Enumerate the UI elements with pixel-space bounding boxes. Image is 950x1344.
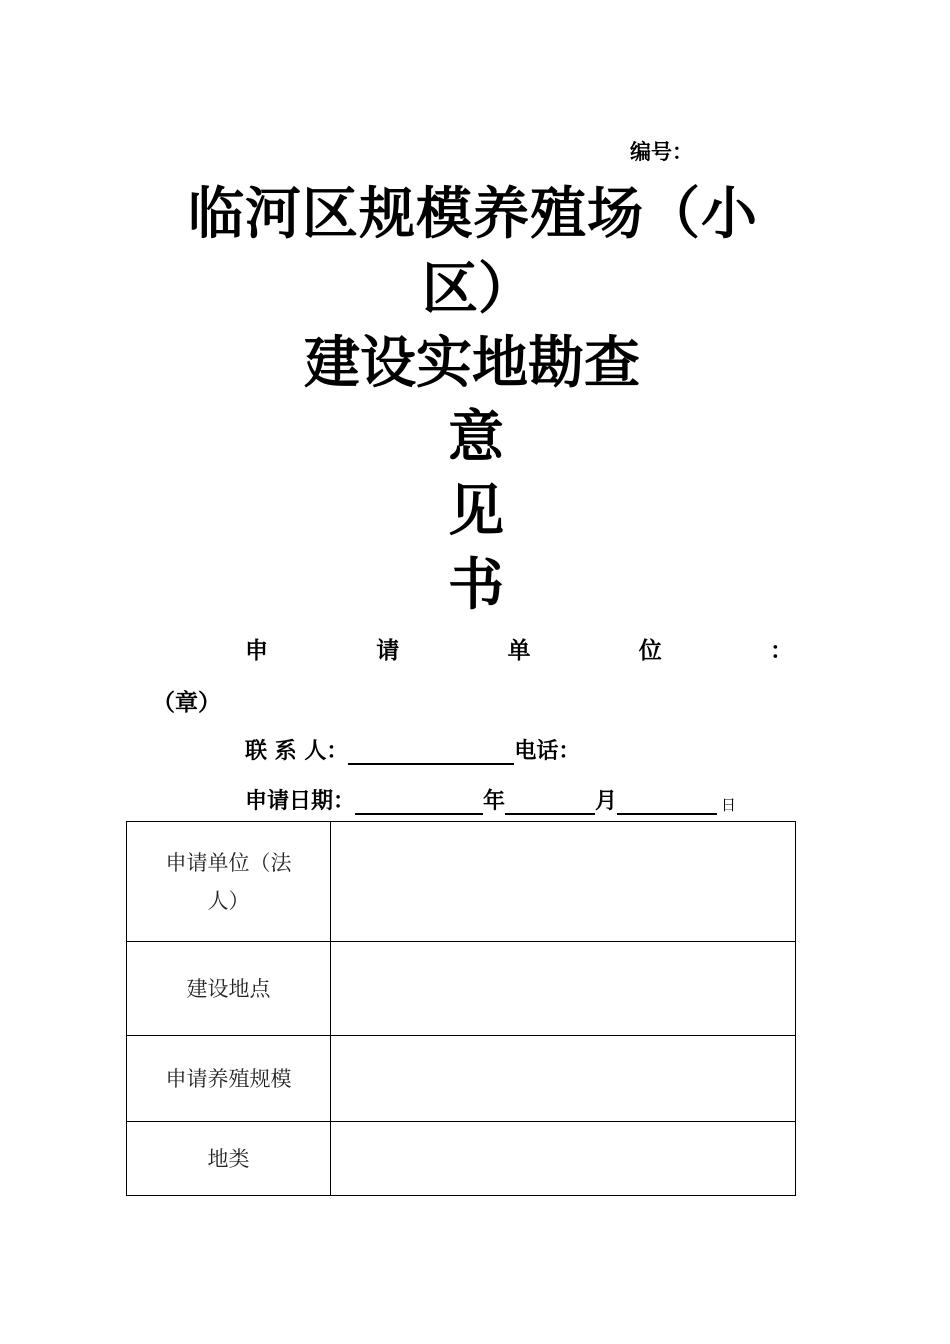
stamp-label: （章） — [152, 690, 221, 716]
applicant-char: 位 — [638, 638, 662, 664]
applicant-char: 申 — [245, 638, 268, 664]
day-label: 日 — [721, 796, 737, 814]
contact-row — [245, 734, 580, 765]
applicant-legal-label: 申请单位（法人） — [165, 850, 292, 913]
applicant-char: 单 — [507, 638, 531, 664]
breeding-scale-value[interactable] — [331, 1036, 796, 1122]
title-line-5: 见 — [448, 479, 504, 544]
phone-label: 电话： — [514, 739, 581, 764]
month-blank[interactable] — [505, 787, 595, 815]
table-row — [127, 822, 796, 942]
serial-number-label: 编号： — [630, 140, 693, 164]
month-label: 月 — [595, 789, 618, 814]
table-row — [127, 1122, 796, 1196]
applicant-colon: ： — [770, 638, 793, 664]
day-blank[interactable] — [617, 787, 717, 815]
contact-blank[interactable] — [348, 737, 514, 765]
land-type-label: 地类 — [127, 1122, 331, 1196]
title-line-3: 建设实地勘查 — [304, 331, 640, 396]
applicant-char: 请 — [376, 638, 400, 664]
table-row — [127, 942, 796, 1036]
table-row — [127, 1036, 796, 1122]
title-line-2: 区） — [422, 257, 534, 322]
land-type-value[interactable] — [331, 1122, 796, 1196]
title-line-1: 临河区规模养殖场（小 — [188, 182, 758, 247]
application-info-table — [126, 821, 796, 1196]
date-row — [245, 784, 736, 815]
year-label: 年 — [483, 789, 506, 814]
construction-site-label: 建设地点 — [127, 942, 331, 1036]
breeding-scale-label: 申请养殖规模 — [127, 1036, 331, 1122]
contact-label: 联 系 人： — [245, 739, 349, 764]
date-label: 申请日期： — [245, 789, 356, 814]
year-blank[interactable] — [355, 787, 483, 815]
title-line-4: 意 — [448, 405, 504, 470]
applicant-unit-row — [245, 632, 793, 665]
construction-site-value[interactable] — [331, 942, 796, 1036]
title-line-6: 书 — [448, 553, 504, 618]
table-label-cell — [127, 822, 331, 942]
applicant-legal-value[interactable] — [331, 822, 796, 942]
